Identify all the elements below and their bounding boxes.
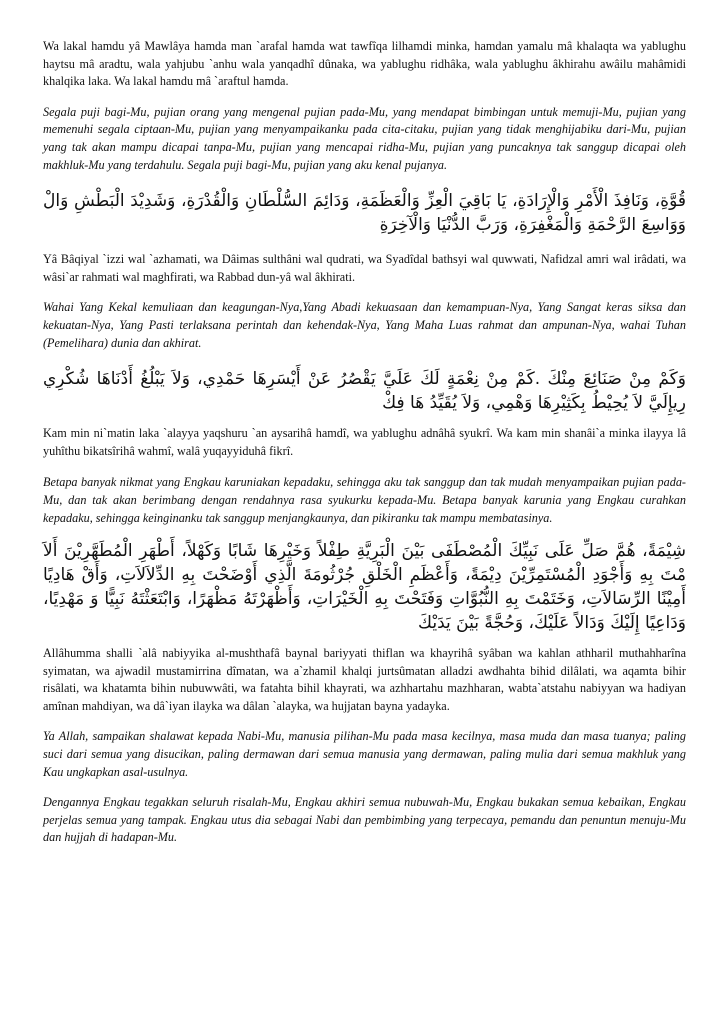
translation-paragraph-4: Ya Allah, sampaikan shalawat kepada Nabi-Mu, manusia pilihan-Mu pada masa kecilnya, masa muda dan masa tuanya; paling suci dari semua yang disucikan, paling dermawan dari semua manusia yang dermawan, paling mulia dari semua makhluk yang Kau ungkapkan asal-usulnya. [43,729,686,779]
transliteration-paragraph-3: Kam min ni`matin laka `alayya yaqshuru `an aysarihâ hamdî, wa yablughu adnâhâ syukrî. Wa kam min shanâi`a minka ilayya lâ yuhîthu bikatsîrihâ wahmî, walâ yuqayyiduhâ fikrî. [43,426,686,458]
arabic-paragraph-2: وَكَمْ مِنْ صَنَائِعَ مِنْكَ .كَمْ مِنْ نِعْمَةٍ لَكَ عَلَيَّ يَقْصُرُ عَنْ أَيْسَرِهَا حَمْدِي، وَلاَ يَبْلُغُ أَدْنَاهَا شُكْرِي رِيإِلَيَّ لاَ يُحِيْطُ بِكَثِيْرِهَا وَهْمِي، وَلاَ يُقَيِّدُ هَا فِكْ [43,369,686,414]
translation-paragraph-3: Betapa banyak nikmat yang Engkau karuniakan kepadaku, sehingga aku tak sanggup dan tak mudah menyampaikan pujian pada-Mu, dan tak akan berimbang dengan rendahnya rasa syukurku kepada-Mu. Betapa banyak karunia yang Engkau curahkan kepadaku, sehingga keinginanku tak sanggup menjangkaunya, dan pikiranku tak mampu membatasinya. [43,475,686,525]
translation-paragraph-2: Wahai Yang Kekal kemuliaan dan keagungan-Nya,Yang Abadi kekuasaan dan kemampuan-Nya, Yang Sangat keras siksa dan kekuatan-Nya, Yang Pasti terlaksana perintah dan kehendak-Nya, Yang Maha Luas rahmat dan ampunan-Nya, wahai Tuhan (Pemelihara) dunia dan akhirat. [43,300,686,350]
transliteration-paragraph-1: Wa lakal hamdu yâ Mawlâya hamda man `arafal hamda wat tawfîqa lilhamdi minka, hamdan yamalu mâ khalaqta wa yablughu haytsu mâ aradtu, wala yahjubu `anhu wala yanqadhî dûnaka, wa yablughu ridhâka, wala yablughu âkhirahu awâilu mahâmidi khalqika laka. Wa lakal hamdu mâ `araftul hamda. [43,39,686,89]
transliteration-paragraph-4: Allâhumma shalli `alâ nabiyyika al-mushthafâ baynal bariyyati thiflan wa khayrihâ syâban wa kahlan athharil muthahharîna syimatan, wa ajwadil mustamirrina dîmatan, wa a`zhamil khalqi jurtsûmatan alladzi awdhahta bihid dilâlati, wa aqamta bihir risâlati, wa khatamta bihin nubuwwâti, wa fatahta bihil khayrati, wa azhhartahu mazhharan, wabta`atstahu nabiyyan wa hadiyan amînan mahdiyan, wa dâ`iyan ilayka wa dâlan `alayka, wa hujjatan bayna yadayka. [43,646,686,713]
document-page [43,38,686,847]
arabic-paragraph-3: شِيْمَةً، هُمَّ صَلِّ عَلَى نَبِيِّكَ الْمُصْطَفَى بَيْنَ الْبَرِيَّةِ طِفْلاً وَخَيْرِهَا شَابًا وَكَهْلاً، أَطْهَرِ الْمُطَهَّرِيْنَ أَلاَ مْتَ بِهِ وَأَجْوَدِ الْمُسْتَمِرِّيْنَ دِيْمَةً، وَأَعْظَمِ الْخَلْقِ جُرْثُومَةَ الَّذِي أَوْضَحْتَ بِهِ الدِّلاَلاَتِ، وَأَقْ هَادِيًا أَمِيْنًا الرِّسَالاَتِ، وَخَتَمْتَ بِهِ النُّبُوَّاتِ وَفَتَحْتَ بِهِ الْخَيْرَاتِ، وَأَظْهَرْتَهُ مَظْهَرًا، وَابْتَعَثْتَهُ نَبِيًّا وَ مَهْدِيًا، وَدَاعِيًا إِلَيْكَ وَدَالاً عَلَيْكَ، وَحُجَّةً بَيْنَ يَدَيْكَ [43,541,686,634]
transliteration-paragraph-2: Yâ Bâqiyal `izzi wal `azhamati, wa Dâimas sulthâni wal qudrati, wa Syadîdal bathsyi wal quwwati, Nafidzal amri wal irâdati, wa wâsi`ar rahmati wal maghfirati, wa Rabbad dun-yâ wal âkhirati. [43,252,686,284]
translation-paragraph-5: Dengannya Engkau tegakkan seluruh risalah-Mu, Engkau akhiri semua nubuwah-Mu, Engkau bukakan semua kebaikan, Engkau perjelas semua yang tampak. Engkau utus dia sebagai Nabi dan pembimbing yang terpecaya, pemandu dan penuntun menuju-Mu dan hujjah di hadapan-Mu. [43,795,686,845]
arabic-paragraph-1: قُوَّةِ، وَنَافِذَ الْأَمْرِ وَالْإِرَادَةِ، يَا بَاقِيَ الْعِزِّ وَالْعَظَمَةِ، وَدَائِمَ السُّلْطَانِ وَالْقُدْرَةِ، وَشَدِيْدَ الْبَطْشِ وَالْ وَوَاسِعَ الرَّحْمَةِ وَالْمَغْفِرَةِ، وَرَبَّ الدُّنْيَا وَالْآخِرَةِ [43,191,686,236]
translation-paragraph-1: Segala puji bagi-Mu, pujian orang yang mengenal pujian pada-Mu, yang mendapat bimbingan untuk memuji-Mu, pujian yang memenuhi segala ciptaan-Mu, pujian yang menyampaikanku pada cita-citaku, pujian yang tidak menghijabiku dari-Mu, pujian yang tak akan mampu dicapai tanpa-Mu, pujian yang mencapai ridha-Mu, pujian yang puncaknya tak sanggup dicapai oleh makhluk-Mu yang terdahulu. Segala puji bagi-Mu, pujian yang aku kenal pujanya. [43,104,686,172]
